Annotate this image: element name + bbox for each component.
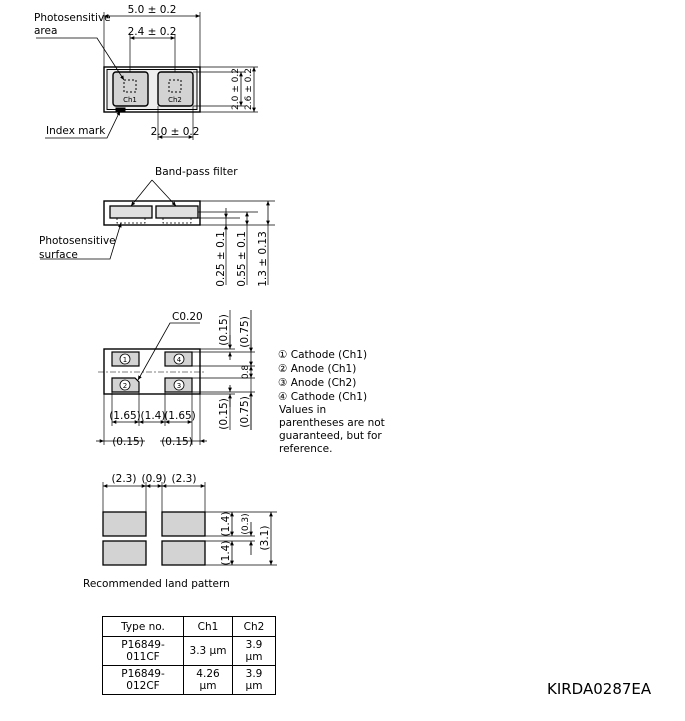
chamfer-label: C0.20 <box>172 311 203 323</box>
header-ch1: Ch1 <box>184 617 233 637</box>
dim-b2: (0.15) <box>161 436 193 448</box>
table-row <box>103 666 276 695</box>
land-pad-top-left <box>103 512 146 536</box>
index-mark <box>116 108 125 111</box>
cell-ch2: 3.9 μm <box>233 666 276 695</box>
cell-type: P16849-011CF <box>103 637 184 666</box>
height-dim: 2.6 ± 0.2 <box>244 68 254 110</box>
photosensitive-area-label-2: area <box>34 25 58 37</box>
note-4: reference. <box>279 443 333 455</box>
type-table <box>102 616 276 695</box>
land-dim-gap: (0.9) <box>141 473 167 485</box>
table-row <box>103 637 276 666</box>
drawing-code: KIRDA0287EA <box>547 680 652 698</box>
dim-h2: (1.4) <box>140 410 166 422</box>
legend-2: ② Anode (Ch1) <box>278 363 357 375</box>
photosensitive-surface-label-2: surface <box>39 249 78 261</box>
dim-h1: (1.65) <box>109 410 141 422</box>
cell-ch1: 4.26 μm <box>184 666 233 695</box>
dim-top-large: (0.75) <box>239 316 251 348</box>
pitch-dim: 2.4 ± 0.2 <box>127 26 177 38</box>
ch1-label: Ch1 <box>123 96 137 104</box>
dim-h3: (1.65) <box>164 410 196 422</box>
table-header-row <box>103 617 276 637</box>
cell-ch2: 3.9 μm <box>233 637 276 666</box>
pad-1-num: 1 <box>122 356 128 364</box>
land-dim-w1: (2.3) <box>111 473 137 485</box>
dim-center: 0.8 <box>241 364 251 380</box>
header-ch2: Ch2 <box>233 617 276 637</box>
land-dim-h-top: (1.4) <box>220 511 232 537</box>
side-view-text <box>39 166 269 287</box>
legend-4: ④ Cathode (Ch1) <box>278 391 368 403</box>
photosensitive-surface-label-1: Photosensitive <box>39 235 116 247</box>
bottom-view <box>96 310 255 445</box>
index-mark-label: Index mark <box>46 125 106 137</box>
side-dim-2: 0.55 ± 0.1 <box>236 231 248 287</box>
header-type-no: Type no. <box>103 617 184 637</box>
width-dim: 5.0 ± 0.2 <box>127 4 177 16</box>
legend-3: ③ Anode (Ch2) <box>278 377 357 389</box>
pad-4-num: 4 <box>176 356 182 364</box>
dim-bot-large: (0.75) <box>239 396 251 428</box>
chip-dim-bottom: 2.0 ± 0.2 <box>150 126 200 138</box>
note-2: parentheses are not <box>279 417 385 429</box>
land-pad-top-right <box>162 512 205 536</box>
dim-bot-small: (0.15) <box>218 398 230 430</box>
dim-top-small: (0.15) <box>218 314 230 346</box>
side-dim-3: 1.3 ± 0.13 <box>257 231 269 287</box>
side-dim-1: 0.25 ± 0.1 <box>215 231 227 287</box>
land-dim-h-bot: (1.4) <box>220 540 232 566</box>
ch2-label: Ch2 <box>168 96 182 104</box>
note-1: Values in <box>279 404 327 416</box>
band-pass-filter-ch2 <box>156 206 198 218</box>
pad-3-num: 3 <box>176 382 182 390</box>
land-dim-h-gap: (0.3) <box>241 513 251 535</box>
photosensitive-area-label-1: Photosensitive <box>34 12 111 24</box>
chip-dim-side: 2.0 ± 0.2 <box>231 68 241 110</box>
cell-ch1: 3.3 μm <box>184 637 233 666</box>
land-pad-bottom-left <box>103 541 146 565</box>
dim-b1: (0.15) <box>112 436 144 448</box>
cell-type: P16849-012CF <box>103 666 184 695</box>
pad-2-num: 2 <box>122 382 128 390</box>
legend-1: ① Cathode (Ch1) <box>278 349 368 361</box>
band-pass-filter-ch1 <box>110 206 152 218</box>
band-pass-filter-label: Band-pass filter <box>155 166 238 178</box>
land-dim-h-total: (3.1) <box>259 525 271 551</box>
land-pattern-caption: Recommended land pattern <box>83 578 230 590</box>
land-dim-w2: (2.3) <box>171 473 197 485</box>
note-3: guaranteed, but for <box>279 430 382 442</box>
land-pad-bottom-right <box>162 541 205 565</box>
